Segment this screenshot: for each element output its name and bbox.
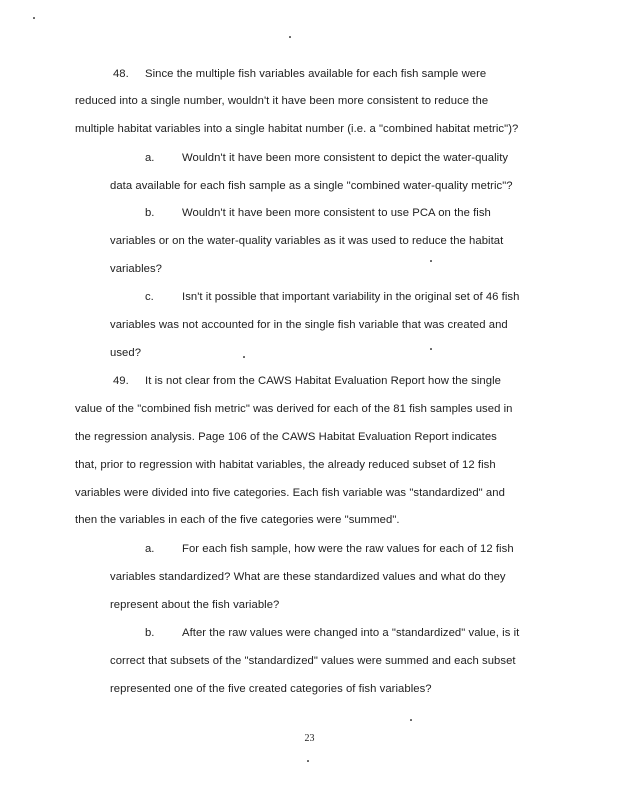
- paragraph-line: variables were divided into five categories. Each fish variable was "standardized" and: [75, 487, 505, 499]
- item-line: used?: [110, 347, 142, 359]
- item-label: c.: [145, 291, 154, 303]
- scan-speck: [307, 760, 309, 762]
- item-line: variables standardized? What are these standardized values and what do they: [110, 571, 506, 583]
- item-label: a.: [145, 543, 155, 555]
- scan-speck: [430, 260, 432, 262]
- item-line: Wouldn't it have been more consistent to depict the water-quality: [182, 152, 509, 164]
- item-line: variables?: [110, 263, 162, 275]
- paragraph-line: It is not clear from the CAWS Habitat Evaluation Report how the single: [145, 375, 501, 387]
- scan-speck: [243, 356, 245, 358]
- item-label: b.: [145, 207, 155, 219]
- paragraph-line: the regression analysis. Page 106 of the CAWS Habitat Evaluation Report indicates: [75, 431, 497, 443]
- item-line: variables was not accounted for in the single fish variable that was created and: [110, 319, 508, 331]
- item-line: variables or on the water-quality variables as it was used to reduce the habitat: [110, 235, 504, 247]
- item-label: a.: [145, 152, 155, 164]
- scan-speck: [33, 17, 35, 19]
- item-line: correct that subsets of the "standardized" values were summed and each subset: [110, 655, 516, 667]
- item-line: For each fish sample, how were the raw values for each of 12 fish: [182, 543, 514, 555]
- scan-speck: [430, 348, 432, 350]
- paragraph-number: 48.: [113, 68, 129, 80]
- scan-speck: [289, 36, 291, 38]
- paragraph-line: Since the multiple fish variables available for each fish sample were: [145, 68, 487, 80]
- paragraph-line: reduced into a single number, wouldn't it have been more consistent to reduce the: [75, 95, 489, 107]
- item-line: represented one of the five created categories of fish variables?: [110, 683, 432, 695]
- item-line: Isn't it possible that important variability in the original set of 46 fish: [182, 291, 520, 303]
- paragraph-line: multiple habitat variables into a single habitat number (i.e. a "combined habitat metric")?: [75, 123, 519, 135]
- item-label: b.: [145, 627, 155, 639]
- paragraph-line: value of the "combined fish metric" was derived for each of the 81 fish samples used in: [75, 403, 513, 415]
- paragraph-number: 49.: [113, 375, 129, 387]
- item-line: After the raw values were changed into a "standardized" value, is it: [182, 627, 520, 639]
- item-line: data available for each fish sample as a single "combined water-quality metric"?: [110, 180, 513, 192]
- item-line: represent about the fish variable?: [110, 599, 280, 611]
- scan-speck: [410, 719, 412, 721]
- page-number: 23: [304, 733, 315, 744]
- paragraph-line: then the variables in each of the five categories were "summed".: [75, 514, 400, 526]
- paragraph-line: that, prior to regression with habitat variables, the already reduced subset of 12 fish: [75, 459, 496, 471]
- item-line: Wouldn't it have been more consistent to use PCA on the fish: [182, 207, 491, 219]
